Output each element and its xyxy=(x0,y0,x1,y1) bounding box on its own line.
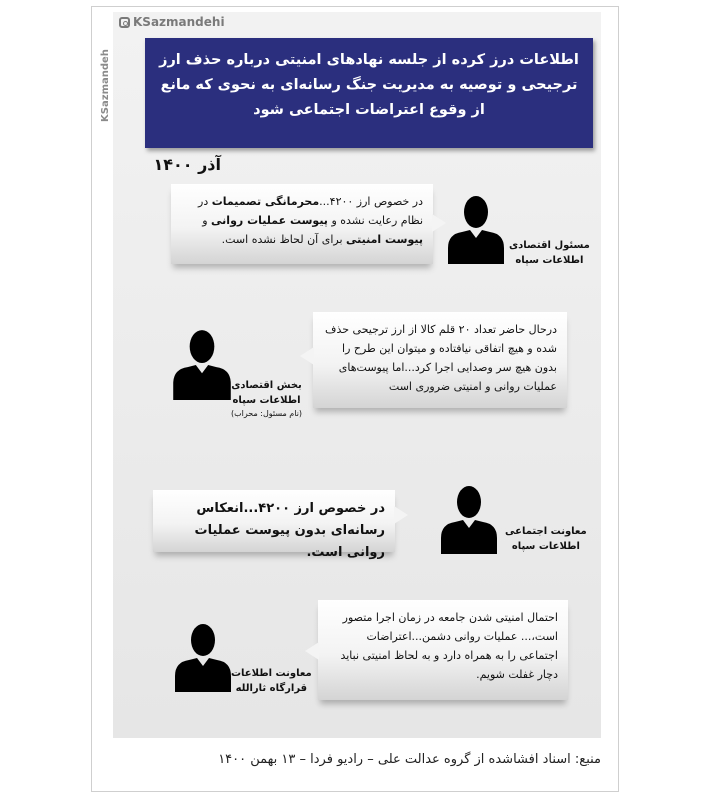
headline-box xyxy=(145,38,593,148)
quote-bubble-3 xyxy=(153,490,395,560)
speaker-caption-4 xyxy=(231,666,312,696)
speaker-caption-3 xyxy=(505,524,587,554)
quote-bubble-2 xyxy=(313,312,567,408)
quote-1-bold-a: محرمانگی تصمیمات xyxy=(211,195,320,208)
speaker-2-title: بخش اقتصادی xyxy=(231,380,302,391)
headline-text: اطلاعات درز کرده از جلسه نهادهای امنیتی درباره حذف ارز ترجیحی و توصیه به مدیریت جنگ رسانه‌ای به نحوی که مانع از وقوع اعتراضات اجتماعی شود xyxy=(159,52,579,118)
speaker-2-note: (نام مسئول: محراب) xyxy=(231,409,303,418)
vertical-brand-text: KSazmandeh xyxy=(99,49,111,122)
speaker-3-org: اطلاعات سپاه xyxy=(511,541,580,552)
date-label: آذر ۱۴۰۰ xyxy=(153,155,221,174)
quote-1-text-a: در خصوص ارز ۴۲۰۰... xyxy=(319,195,423,208)
brand-handle-text: KSazmandehi xyxy=(133,15,225,29)
person-silhouette-icon xyxy=(448,192,504,264)
speaker-1-org: اطلاعات سپاه xyxy=(515,255,584,266)
infographic-poster xyxy=(99,12,601,738)
quote-1-bold-b: پیوست عملیات روانی xyxy=(211,214,328,227)
instagram-icon xyxy=(119,17,130,28)
quote-bubble-4 xyxy=(318,600,568,700)
quote-4-tail xyxy=(305,642,319,660)
quote-4-text: احتمال امنیتی شدن جامعه در زمان اجرا متصور است،... عملیات روانی دشمن...اعتراضات اجتماعی را به همراه دارد و به لحاظ امنیتی نباید دچار غفلت شویم. xyxy=(340,611,558,681)
brand-handle xyxy=(119,15,225,29)
speaker-caption-2 xyxy=(231,378,302,419)
quote-1-text-d: برای آن لحاظ نشده است. xyxy=(221,233,346,246)
quote-3-text: در خصوص ارز ۴۲۰۰...انعکاس رسانه‌ای بدون پیوست عملیات روانی است. xyxy=(194,501,385,560)
speaker-caption-1 xyxy=(509,238,590,268)
person-silhouette-icon xyxy=(441,482,497,554)
quote-bubble-1 xyxy=(171,184,433,264)
quote-1-text-b: در نظام رعایت نشده و xyxy=(198,195,423,227)
quote-1-text-c: و xyxy=(202,214,212,227)
vertical-brand xyxy=(99,32,129,142)
quote-1-bold-c: پیوست امنیتی xyxy=(346,233,423,246)
speaker-1-title: مسئول اقتصادی xyxy=(509,240,590,251)
person-silhouette-icon xyxy=(173,326,231,400)
speaker-4-title: معاونت اطلاعات xyxy=(231,668,312,679)
source-caption: منبع: اسناد افشاشده از گروه عدالت علی – رادیو فردا – ۱۳ بهمن ۱۴۰۰ xyxy=(218,752,601,767)
speaker-3-title: معاونت اجتماعی xyxy=(505,526,587,537)
speaker-2-org: اطلاعات سپاه xyxy=(232,395,301,406)
person-silhouette-icon xyxy=(175,620,231,692)
quote-3-tail xyxy=(394,506,408,524)
speaker-4-org: قرارگاه ثارالله xyxy=(235,683,308,694)
quote-2-tail xyxy=(300,347,314,365)
quote-1-tail xyxy=(432,214,446,232)
quote-2-text: درحال حاضر تعداد ۲۰ قلم کالا از ارز ترجیحی حذف شده و هیچ اتفاقی نیافتاده و میتوان این طرح را بدون هیچ سر وصدایی اجرا کرد...اما پیوست‌های عملیات روانی و امنیتی ضروری است xyxy=(325,323,557,393)
